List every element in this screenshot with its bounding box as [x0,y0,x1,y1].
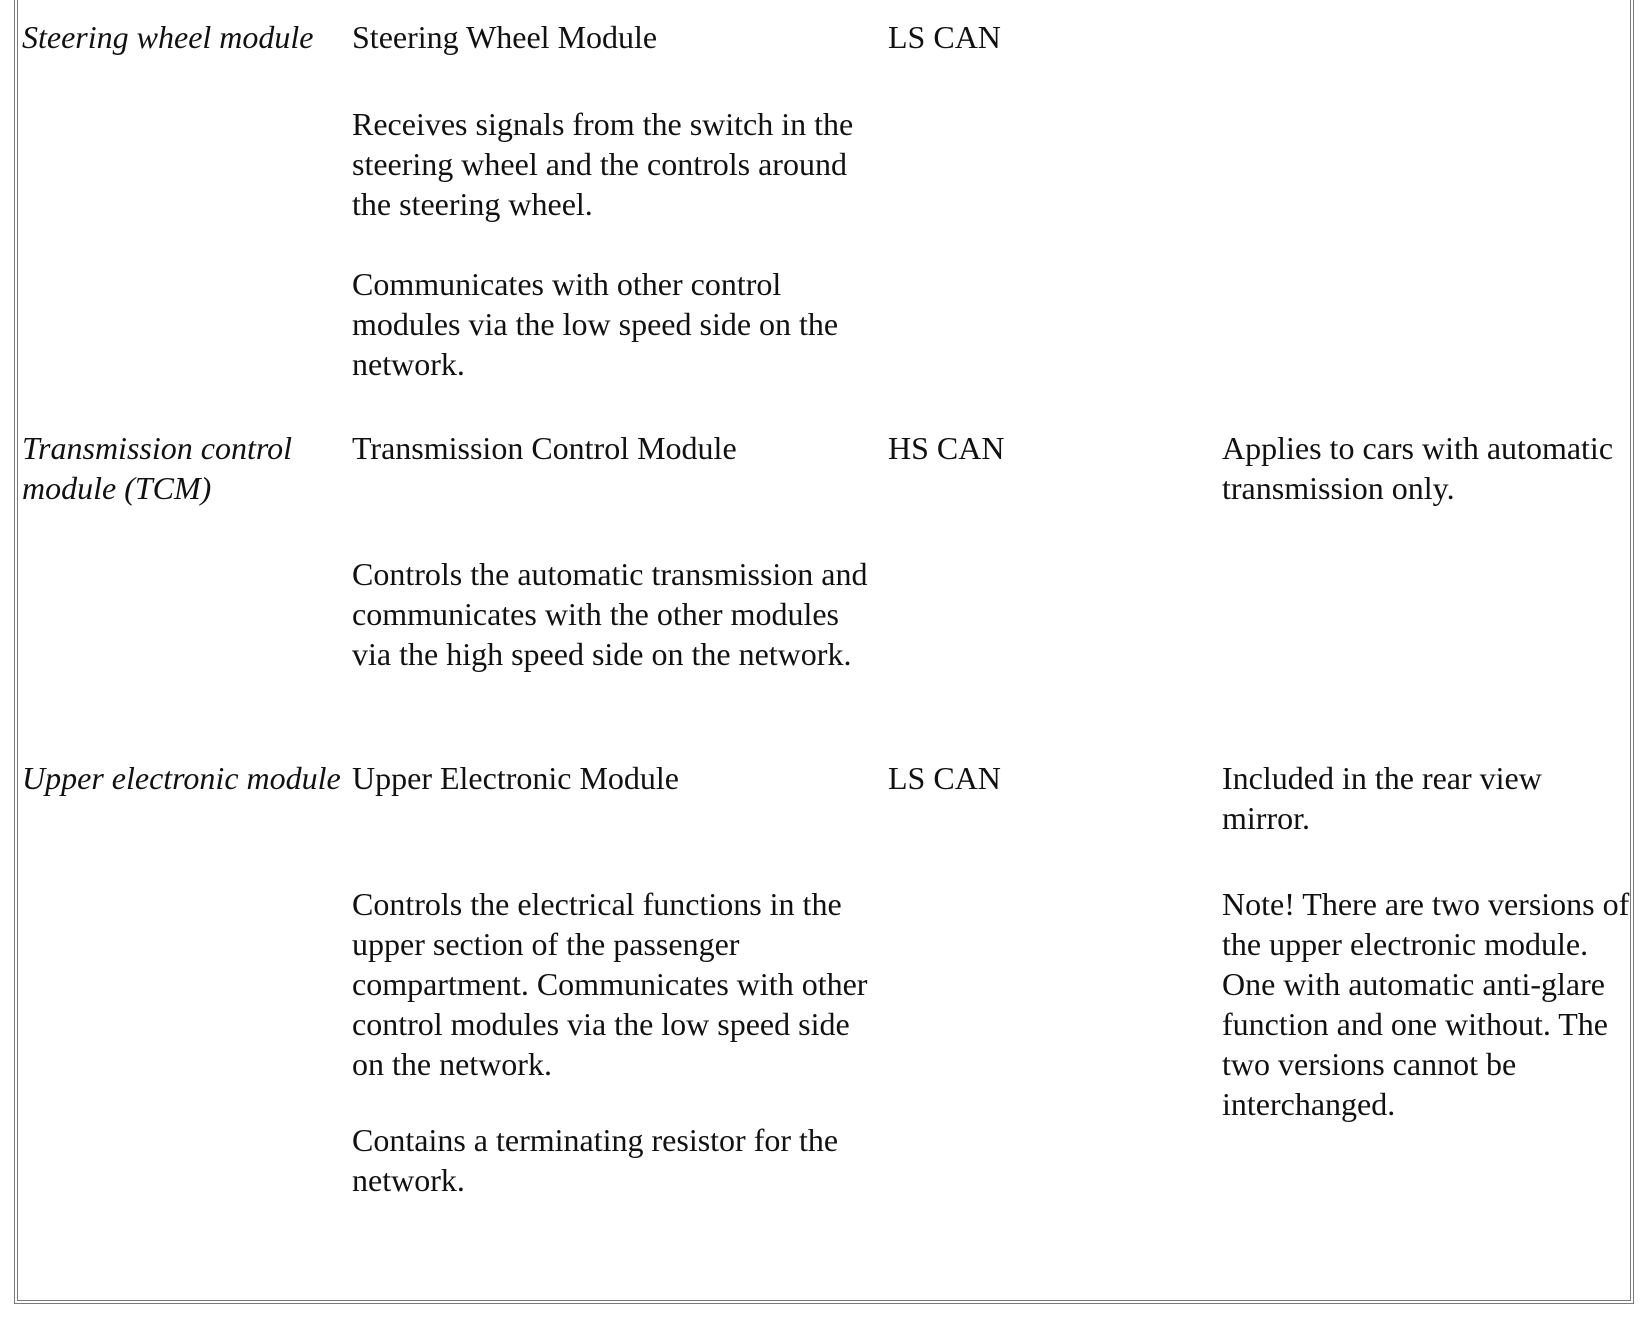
note-upper-electronic-1: Included in the rear view mirror. [1222,760,1542,836]
name-steering-wheel-module: Steering Wheel Module [352,19,658,55]
component-steering-wheel-module: Steering wheel module [22,19,314,55]
description-steering-wheel-1 [352,104,882,224]
name-upper-electronic-module: Upper Electronic Module [352,760,679,796]
component-transmission-control-module: Transmission control module (TCM) [22,430,292,506]
description-text: Controls the electrical functions in the upper section of the passenger compartment. Communicates with other control modules via the low speed side on the network. [352,886,868,1082]
description-steering-wheel-2 [352,264,882,384]
network-steering-wheel-module: LS CAN [888,19,1001,55]
description-text: Receives signals from the switch in the steering wheel and the controls around the steering wheel. [352,106,854,222]
name-transmission-control-module: Transmission Control Module [352,430,737,466]
component-upper-electronic-module: Upper electronic module [22,760,341,796]
description-text: Communicates with other control modules via the low speed side on the network. [352,266,839,382]
description-text: Controls the automatic transmission and communicates with the other modules via the high speed side on the network. [352,556,868,672]
description-upper-electronic-1 [352,884,882,1084]
note-upper-electronic-2: Note! There are two versions of the upper electronic module. One with automatic anti-glare function and one without. The two versions cannot be interchanged. [1222,886,1630,1122]
description-upper-electronic-2 [352,1120,882,1200]
description-transmission-1 [352,554,882,674]
description-text: Contains a terminating resistor for the network. [352,1122,839,1198]
network-upper-electronic-module: LS CAN [888,760,1001,796]
note-transmission-1: Applies to cars with automatic transmission only. [1222,430,1614,506]
network-transmission-control-module: HS CAN [888,430,1005,466]
